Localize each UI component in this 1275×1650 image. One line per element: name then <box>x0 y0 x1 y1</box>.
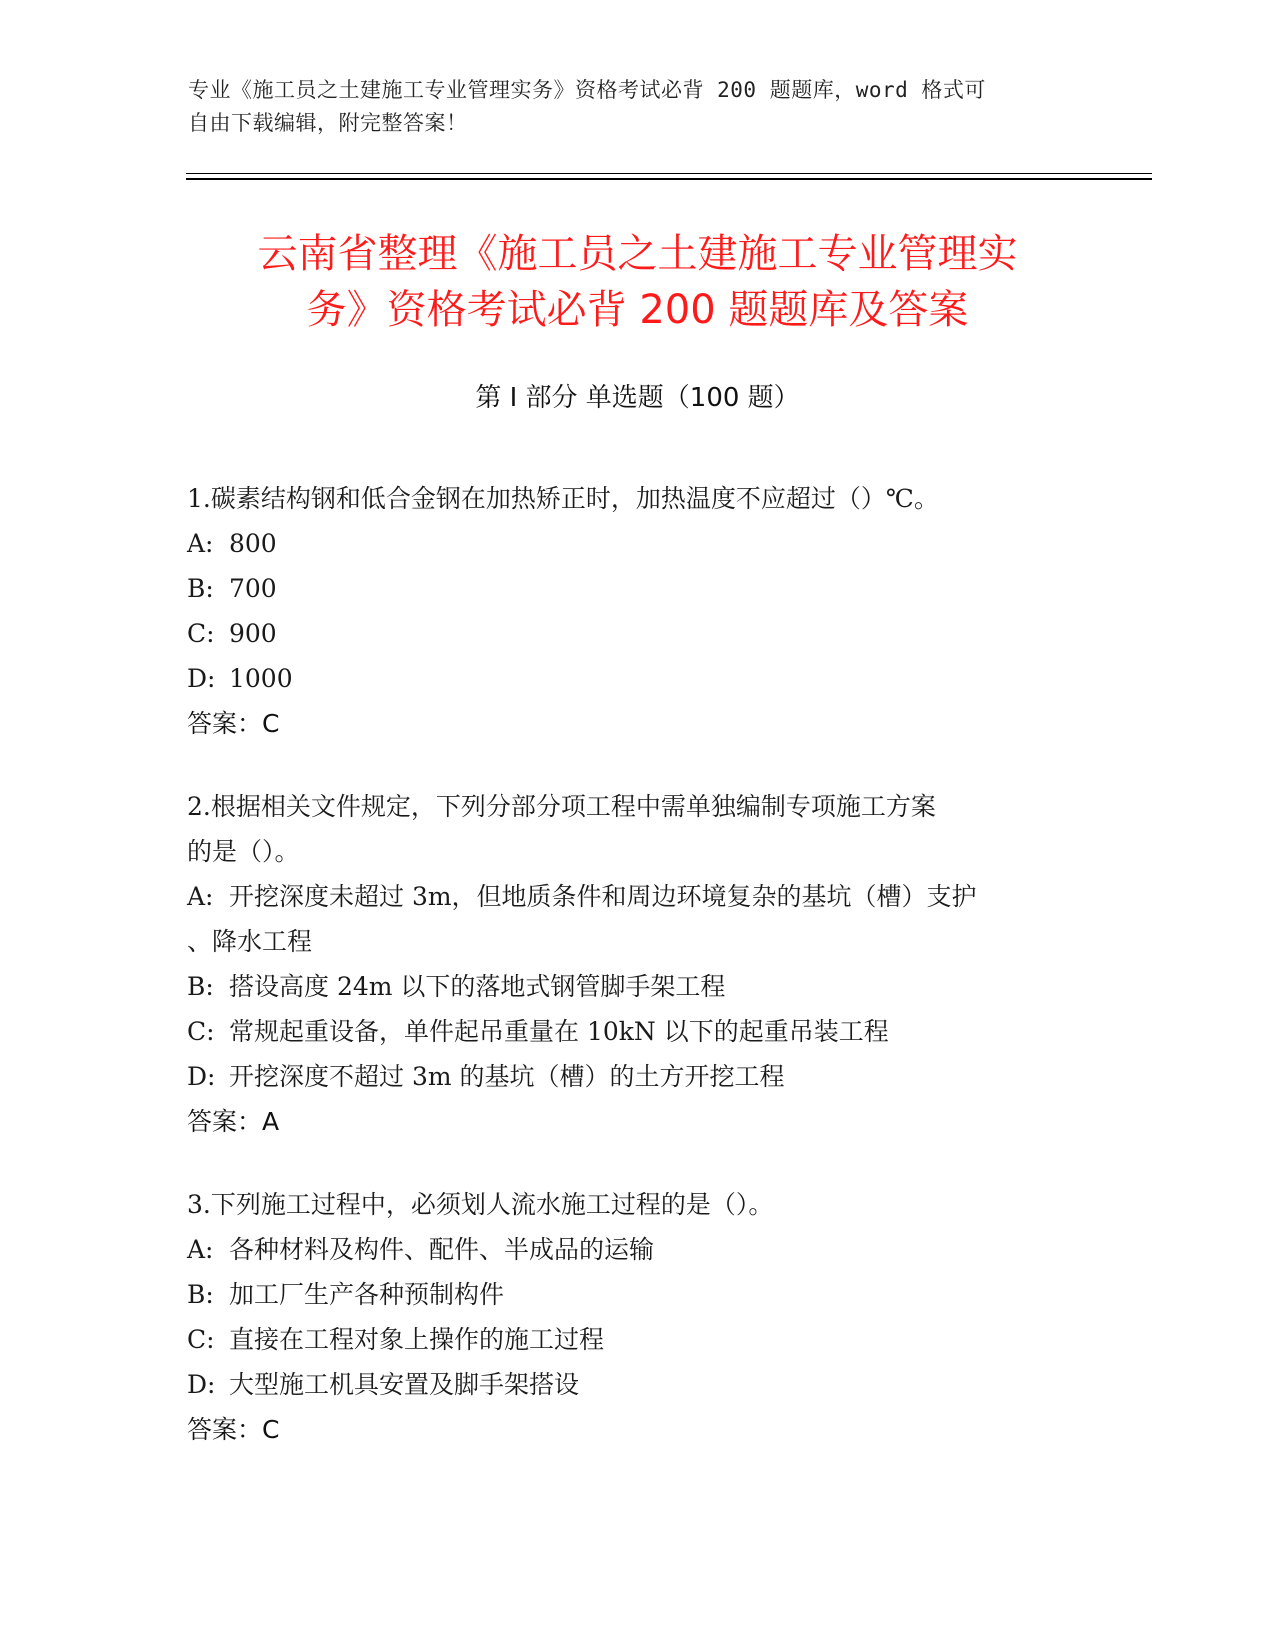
title-line: 务》资格考试必背 200 题题库及答案 <box>306 287 969 333</box>
header-note-line: 自由下载编辑，附完整答案！ <box>188 111 468 135</box>
option-text: 加工厂生产各种预制构件 <box>229 1280 505 1309</box>
answer-line: 答案：A <box>187 1107 280 1136</box>
answer-line: 答案：C <box>187 709 280 738</box>
header-note-line: 专业《施工员之土建施工专业管理实务》资格考试必背 200 题题库，word 格式可 <box>188 78 986 102</box>
answer-line: 答案：C <box>187 1415 280 1444</box>
option-letter: D: <box>187 1370 216 1399</box>
option-line <box>187 1009 1087 1054</box>
option-line <box>187 1272 1087 1317</box>
option-line <box>187 611 1087 656</box>
question-block <box>187 1182 1087 1452</box>
option-text: 常规起重设备，单件起吊重量在 10kN 以下的起重吊装工程 <box>229 1017 889 1046</box>
option-line <box>187 1317 1087 1362</box>
option-line <box>187 656 1087 701</box>
option-line <box>187 566 1087 611</box>
question-stem: 3.下列施工过程中，必须划人流水施工过程的是（）。 <box>187 1190 774 1219</box>
question-block <box>187 476 1087 746</box>
option-text: 各种材料及构件、配件、半成品的运输 <box>229 1235 655 1264</box>
header-divider-thick <box>186 178 1152 180</box>
option-letter: C: <box>187 1017 215 1046</box>
option-letter: D: <box>187 664 216 693</box>
option-text: 900 <box>229 619 277 648</box>
option-text: 700 <box>229 574 277 603</box>
header-divider-thin <box>186 173 1152 174</box>
option-letter: D: <box>187 1062 216 1091</box>
option-text: 1000 <box>229 664 293 693</box>
option-letter: A: <box>187 882 214 911</box>
question-stem: 1.碳素结构钢和低合金钢在加热矫正时，加热温度不应超过（）℃。 <box>187 484 939 513</box>
question-stem: 2.根据相关文件规定，下列分部分项工程中需单独编制专项施工方案 <box>187 792 936 821</box>
option-line <box>187 1362 1087 1407</box>
option-letter: A: <box>187 1235 214 1264</box>
option-line <box>187 874 1087 919</box>
option-line <box>187 521 1087 566</box>
option-line <box>187 919 1087 964</box>
option-text: 开挖深度未超过 3m，但地质条件和周边环境复杂的基坑（槽）支护 <box>229 882 977 911</box>
option-letter: C: <box>187 1325 215 1354</box>
option-line <box>187 1227 1087 1272</box>
question-list <box>187 476 1087 1490</box>
option-text: 、降水工程 <box>187 927 313 956</box>
option-letter: B: <box>187 972 214 1001</box>
question-block <box>187 784 1087 1144</box>
option-letter: A: <box>187 529 214 558</box>
option-line <box>187 1054 1087 1099</box>
option-line <box>187 964 1087 1009</box>
option-letter: B: <box>187 1280 214 1309</box>
option-text: 搭设高度 24m 以下的落地式钢管脚手架工程 <box>229 972 726 1001</box>
option-text: 800 <box>229 529 277 558</box>
option-letter: B: <box>187 574 214 603</box>
document-title <box>150 226 1125 338</box>
header-note <box>188 74 1088 140</box>
option-text: 开挖深度不超过 3m 的基坑（槽）的土方开挖工程 <box>229 1062 785 1091</box>
question-stem: 的是（）。 <box>187 837 300 866</box>
option-letter: C: <box>187 619 215 648</box>
title-line: 云南省整理《施工员之土建施工专业管理实 <box>257 231 1018 277</box>
section-heading: 第 I 部分 单选题（100 题） <box>475 383 800 413</box>
option-text: 大型施工机具安置及脚手架搭设 <box>229 1370 580 1399</box>
option-text: 直接在工程对象上操作的施工过程 <box>229 1325 605 1354</box>
